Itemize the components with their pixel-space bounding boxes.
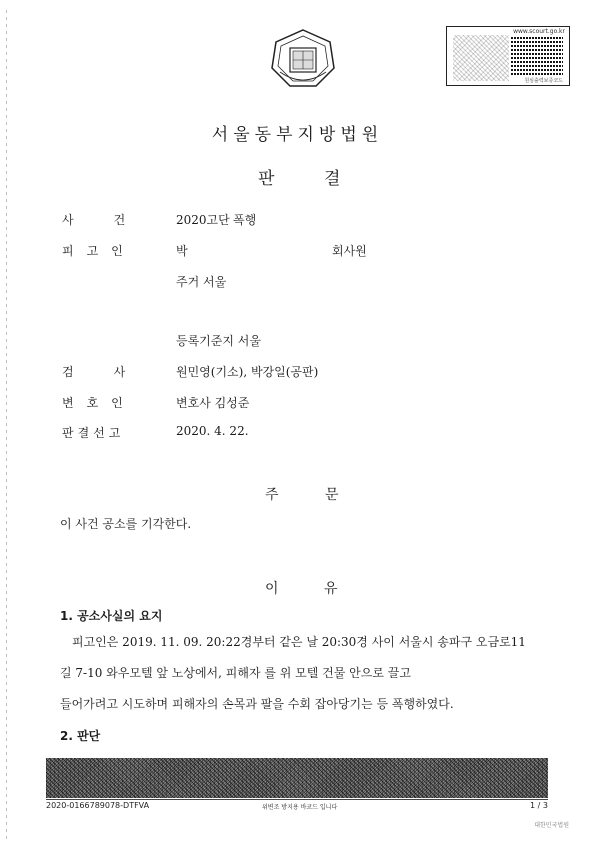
order-heading-char-1: 주 [265,487,279,503]
verification-url: www.scourt.go.kr [513,28,565,35]
defendant-registry: 등록기준지 서울 [176,334,261,348]
doc-type-char-2: 결 [324,169,341,189]
section-2-title: 2. 판단 [60,729,101,743]
facts-line-3: 들어가려고 시도하며 피해자의 손목과 팔을 수회 잡아당기는 등 폭행하였다. [60,697,454,711]
case-label: 사건 [62,213,166,227]
counsel-label: 변호인 [62,396,136,410]
reasons-heading-char-2: 유 [324,581,338,597]
defendant-occupation: 회사원 [332,244,367,258]
prosecutor-label: 검사 [62,365,166,379]
document-id: 2020-0166789078-DTFVA [46,801,150,810]
case-number: 2020고단 [176,213,230,227]
page-number: 1 / 3 [530,801,548,810]
order-text: 이 사건 공소를 기각한다. [60,517,192,531]
footer-divider [46,799,548,800]
court-name: 서울동부지방법원 [211,125,384,145]
qr-code [511,35,563,75]
verification-pattern [453,35,509,81]
sentence-date-value: 2020. 4. 22. [176,424,249,438]
sentence-date-label: 판결선고 [62,426,125,440]
doc-type-char-1: 판 [258,169,275,189]
prosecutor-value: 원민영(기소), 박강일(공판) [176,365,319,379]
reasons-heading-char-1: 이 [265,581,279,597]
verification-code-box [446,26,570,86]
case-name: 폭행 [233,213,257,227]
anti-forgery-barcode [46,758,548,798]
facts-line-1: 피고인은 2019. 11. 09. 20:22경부터 같은 날 20:30경 사이 서울시 송파구 오금로11 [72,635,526,649]
defendant-name: 박 [176,244,188,258]
barcode-notice: 위변조 방지용 바코드 입니다 [262,804,338,811]
defendant-address: 주거 서울 [176,275,227,289]
facts-line-2: 길 7-10 와우모텔 앞 노상에서, 피해자 를 위 모텔 건물 안으로 끌고 [60,666,411,680]
section-1-title: 1. 공소사실의 요지 [60,609,163,623]
court-seal-emblem [268,28,338,90]
defendant-label: 피고인 [62,244,136,258]
order-heading-char-2: 문 [325,487,339,503]
issuer-mark: 대한민국법원 [534,822,569,829]
counsel-value: 변호사 김성준 [176,396,250,410]
verification-caption: 원심출력보증코드 [524,78,563,84]
